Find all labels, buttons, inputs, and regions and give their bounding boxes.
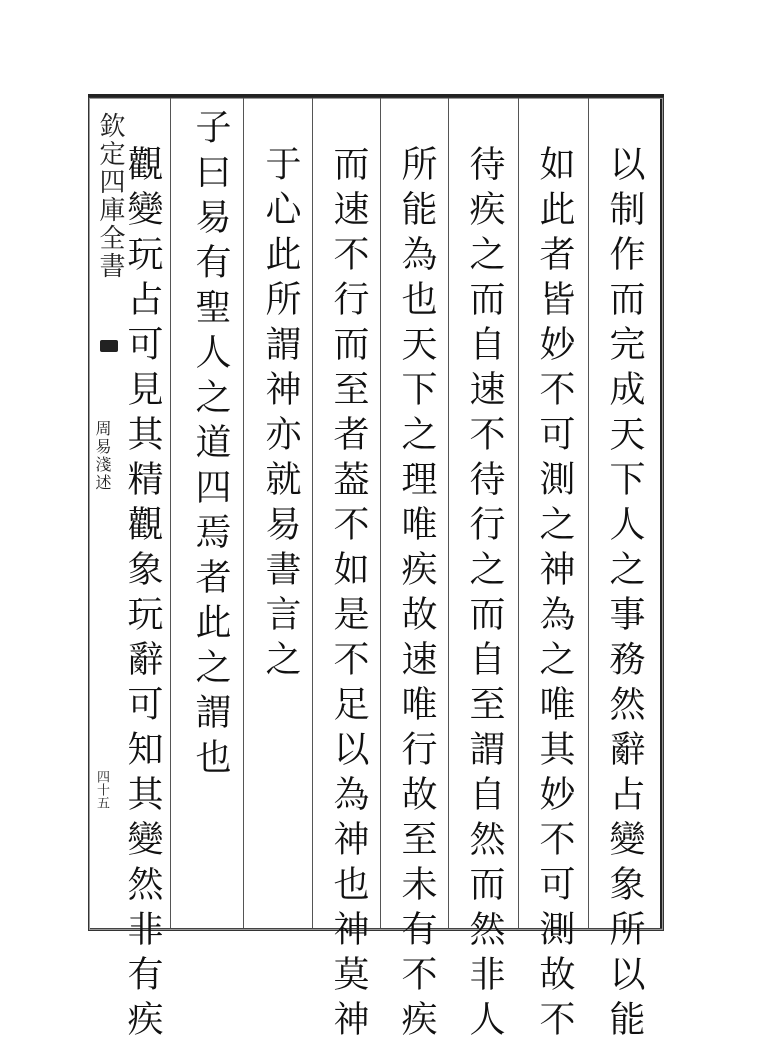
column-divider (448, 98, 449, 928)
text-column-1: 以制作而完成天下人之事務然辭占變象所以能 (604, 145, 645, 1045)
column-divider (243, 98, 244, 928)
page-number: 四十五 (94, 770, 109, 809)
column-divider (380, 98, 381, 928)
text-column-2: 如此者皆妙不可測之神為之唯其妙不可測故不 (534, 145, 575, 1045)
book-title: 周易淺述 (93, 420, 112, 492)
text-column-4: 所能為也天下之理唯疾故速唯行故至未有不疾 (396, 145, 437, 1045)
column-divider (588, 98, 589, 928)
text-column-6: 于心此所謂神亦就易書言之 (260, 145, 301, 685)
text-column-5: 而速不行而至者葢不如是不足以為神也神莫神 (328, 145, 369, 1045)
text-column-3: 待疾之而自速不待行之而自至謂自然而然非人 (464, 145, 505, 1045)
column-divider (518, 98, 519, 928)
column-divider (312, 98, 313, 928)
column-divider (170, 98, 171, 928)
text-column-8: 觀變玩占可見其精觀象玩辭可知其變然非有疾 (122, 145, 163, 1045)
text-column-7: 子曰易有聖人之道四焉者此之謂也 (190, 108, 231, 783)
margin-header: 欽定四庫全書 (95, 112, 125, 280)
